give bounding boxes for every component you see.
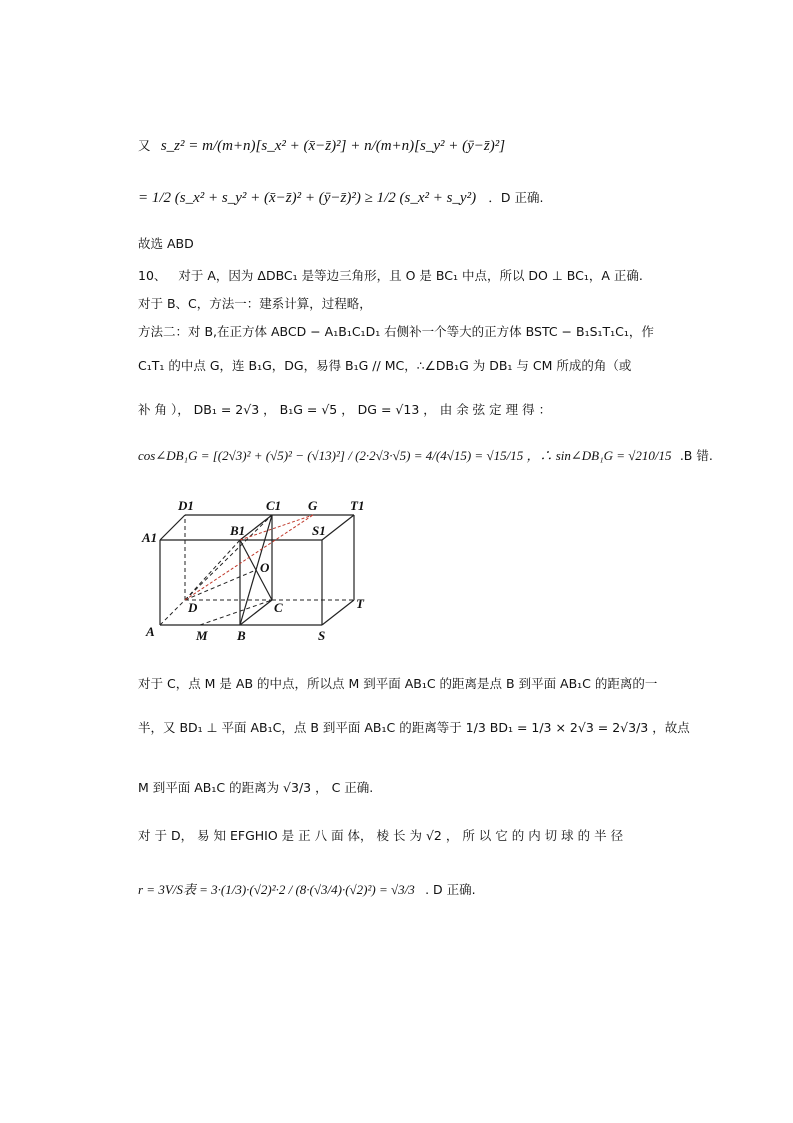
q10-item-c-line3: M 到平面 AB₁C 的距离为 √3/3 ， C 正确. <box>138 780 374 795</box>
variance-formula: s_z² = m/(m+n)[s_x² + (x̄−z̄)²] + n/(m+n)[s_y² + (ȳ−z̄)²] <box>160 138 506 154</box>
label-b1: B1 <box>230 523 246 538</box>
label-g: G <box>308 500 318 513</box>
q10-method2-line3: 补 角 ）， DB₁ = 2√3 ， B₁G = √5 ， DG = √13 ， 由 余 弦 定 理 得 ： <box>138 402 552 417</box>
label-s1: S1 <box>312 523 326 538</box>
q10-item-a-line <box>138 266 643 286</box>
edge-a1-d1 <box>160 515 185 540</box>
q10-number: 10、 <box>138 268 167 283</box>
edge-b-c <box>240 600 272 625</box>
q10-item-c-line1: 对于 C，点 M 是 AB 的中点，所以点 M 到平面 AB₁C 的距离是点 B 到平面 AB₁C 的距离的一 <box>138 676 658 691</box>
q10-method2-line2: C₁T₁ 的中点 G，连 B₁G，DG，易得 B₁G // MC，∴∠DB₁G 为 DB₁ 与 CM 所成的角（或 <box>138 358 632 373</box>
conclusion: 故选 ABD <box>138 236 194 251</box>
label-c: C <box>274 600 283 615</box>
label-b: B <box>237 628 246 643</box>
label-o: O <box>260 560 270 575</box>
label-s: S <box>318 628 326 643</box>
q10-item-d-line1: 对 于 D， 易 知 EFGHIO 是 正 八 面 体， 棱 长 为 √2 ， 所 以 它 的 内 切 球 的 半 径 <box>138 828 624 843</box>
label-t: T <box>356 596 364 611</box>
q10-item-bc: 对于 B、C，方法一：建系计算，过程略， <box>138 296 372 311</box>
variance-inequality-line <box>138 188 543 208</box>
q10-cos-formula: cos∠DB₁G = [(2√3)² + (√5)² − (√13)²] / (2·2√3·√5) = 4/(4√15) = √15/15 ，∴ sin∠DB₁G = √210/15 <box>138 448 672 463</box>
label-d: D <box>188 600 198 615</box>
d-correct-tail: ．D 正确. <box>488 190 544 205</box>
q10-cos-line <box>138 446 713 466</box>
label-m: M <box>196 628 208 643</box>
hidden-edge-d-o <box>185 570 256 600</box>
label-d1: D1 <box>178 500 194 513</box>
q10-item-d-formula-line <box>138 880 476 900</box>
q10-item-d-formula: r = 3V/S表 = 3·(1/3)·(√2)²·2 / (8·(√3/4)·(√2)²) = √3/3 <box>138 882 415 897</box>
q10-item-d-tail: . D 正确. <box>425 882 476 897</box>
variance-formula-line <box>138 122 505 156</box>
hidden-edge-d-c1 <box>185 515 272 600</box>
variance-inequality-formula: = 1/2 (s_x² + s_y² + (x̄−z̄)² + (ȳ−z̄)²) ≥ 1/2 (s_x² + s_y²) <box>138 190 477 206</box>
red-line-b1-g <box>240 515 313 540</box>
edge-s-t <box>322 600 354 625</box>
label-c1: C1 <box>266 500 282 513</box>
red-line-d-g <box>185 515 313 600</box>
hidden-edge-m-c <box>200 600 272 625</box>
cube-figure <box>140 500 380 650</box>
q10-method2-line1: 方法二：对 B,在正方体 ABCD − A₁B₁C₁D₁ 右侧补一个等大的正方体 BSTC − B₁S₁T₁C₁，作 <box>138 324 654 339</box>
q10-item-c-line2: 半，又 BD₁ ⊥ 平面 AB₁C，点 B 到平面 AB₁C 的距离等于 1/3 BD₁ = 1/3 × 2√3 = 2√3/3 ，故点 <box>138 720 690 735</box>
edge-s1-t1 <box>322 515 354 540</box>
label-t1: T1 <box>350 500 365 513</box>
label-a: A <box>146 624 155 639</box>
q10-cos-tail: .B 错. <box>679 448 713 463</box>
label-a1: A1 <box>142 530 158 545</box>
hidden-edge-a-d <box>160 600 185 625</box>
hidden-edge-d-b1 <box>185 540 240 600</box>
q10-item-a: 对于 A，因为 ΔDBC₁ 是等边三角形，且 O 是 BC₁ 中点，所以 DO ⊥ BC₁，A 正确. <box>178 268 643 283</box>
you-label: 又 <box>138 138 151 153</box>
